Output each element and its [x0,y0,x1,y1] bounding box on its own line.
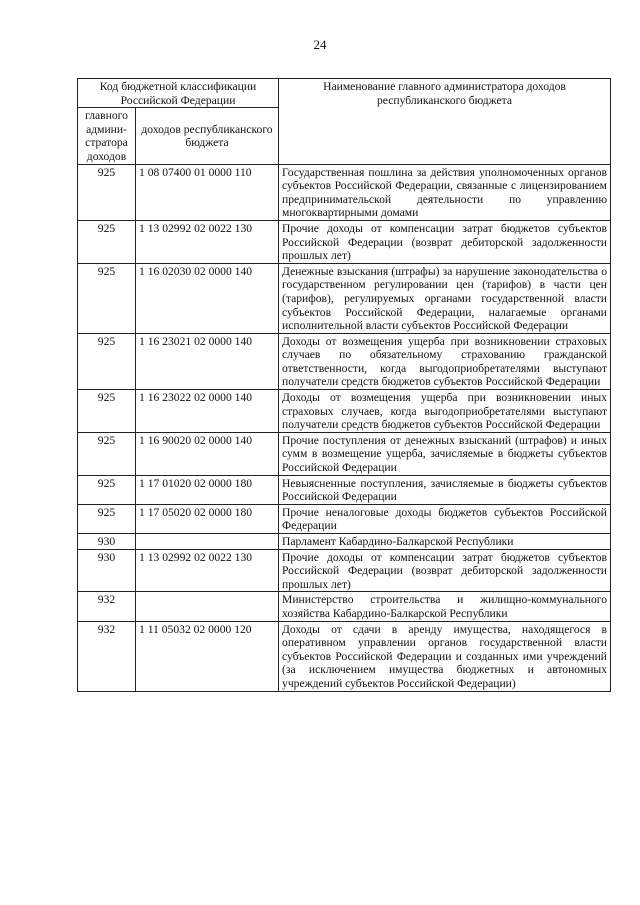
budget-classification-table [77,78,611,692]
table-row [78,504,611,533]
header-administrator-name: Наименование главного администратора доходов республиканского бюджета [279,79,611,165]
admin-code-cell: 932 [78,592,136,621]
revenue-name-cell: Прочие неналоговые доходы бюджетов субъектов Российской Федерации [279,504,611,533]
admin-code-cell: 925 [78,263,136,333]
admin-code-cell: 930 [78,549,136,592]
revenue-name-cell: Министерство строительства и жилищно-коммунального хозяйства Кабардино-Балкарской Республики [279,592,611,621]
header-main-administrator: главного админи-стратора доходов [78,108,136,164]
table-row [78,263,611,333]
revenue-code-cell: 1 16 90020 02 0000 140 [136,432,279,475]
table-row [78,432,611,475]
revenue-code-cell: 1 13 02992 02 0022 130 [136,549,279,592]
revenue-name-cell: Невыясненные поступления, зачисляемые в бюджеты субъектов Российской Федерации [279,475,611,504]
revenue-name-cell: Прочие поступления от денежных взысканий (штрафов) и иных сумм в возмещение ущерба, зачисляемые в бюджеты субъектов Российской Федерации [279,432,611,475]
admin-code-cell: 925 [78,220,136,263]
table-row [78,621,611,691]
revenue-name-cell: Денежные взыскания (штрафы) за нарушение законодательства о государственном регулировании цен (тарифов) в части цен (тарифов), регулируемых органами государственной власти субъектов Российской Федерации, налагаемые органами исполнительной власти субъектов Российской Федерации [279,263,611,333]
header-revenue-code: доходов республиканского бюджета [136,108,279,164]
table-row [78,534,611,550]
revenue-code-cell: 1 17 01020 02 0000 180 [136,475,279,504]
revenue-name-cell: Прочие доходы от компенсации затрат бюджетов субъектов Российской Федерации (возврат дебиторской задолженности прошлых лет) [279,220,611,263]
table-row [78,475,611,504]
table-row [78,164,611,220]
revenue-name-cell: Прочие доходы от компенсации затрат бюджетов субъектов Российской Федерации (возврат дебиторской задолженности прошлых лет) [279,549,611,592]
table-row [78,390,611,433]
admin-code-cell: 925 [78,164,136,220]
revenue-code-cell: 1 08 07400 01 0000 110 [136,164,279,220]
header-row-top [78,79,611,108]
table-row [78,333,611,389]
revenue-code-cell: 1 16 23022 02 0000 140 [136,390,279,433]
revenue-name-cell: Доходы от возмещения ущерба при возникновении страховых случаев по обязательному страхованию гражданской ответственности, когда выгодоприобретателями выступают получатели средств бюджетов субъектов Российской Федерации [279,333,611,389]
table-body [78,164,611,691]
admin-code-cell: 925 [78,504,136,533]
revenue-code-cell [136,592,279,621]
admin-code-cell: 930 [78,534,136,550]
revenue-name-cell: Государственная пошлина за действия уполномоченных органов субъектов Российской Федерации, связанные с лицензированием предпринимательской деятельности по управлению многоквартирными домами [279,164,611,220]
header-classification-code: Код бюджетной классификации Российской Федерации [78,79,279,108]
revenue-code-cell [136,534,279,550]
admin-code-cell: 925 [78,390,136,433]
table-row [78,592,611,621]
admin-code-cell: 932 [78,621,136,691]
revenue-code-cell: 1 16 02030 02 0000 140 [136,263,279,333]
admin-code-cell: 925 [78,432,136,475]
revenue-code-cell: 1 13 02992 02 0022 130 [136,220,279,263]
table-row [78,549,611,592]
revenue-code-cell: 1 17 05020 02 0000 180 [136,504,279,533]
revenue-code-cell: 1 16 23021 02 0000 140 [136,333,279,389]
table-row [78,220,611,263]
revenue-name-cell: Доходы от сдачи в аренду имущества, находящегося в оперативном управлении органов государственной власти субъектов Российской Федерации и созданных ими учреждений (за исключением имущества бюджетных и автономных учреждений субъектов Российской Федерации) [279,621,611,691]
admin-code-cell: 925 [78,333,136,389]
page-number: 24 [313,37,327,52]
revenue-name-cell: Парламент Кабардино-Балкарской Республики [279,534,611,550]
revenue-name-cell: Доходы от возмещения ущерба при возникновении иных страховых случаев, когда выгодоприобретателями выступают получатели средств бюджетов субъектов Российской Федерации [279,390,611,433]
revenue-code-cell: 1 11 05032 02 0000 120 [136,621,279,691]
admin-code-cell: 925 [78,475,136,504]
